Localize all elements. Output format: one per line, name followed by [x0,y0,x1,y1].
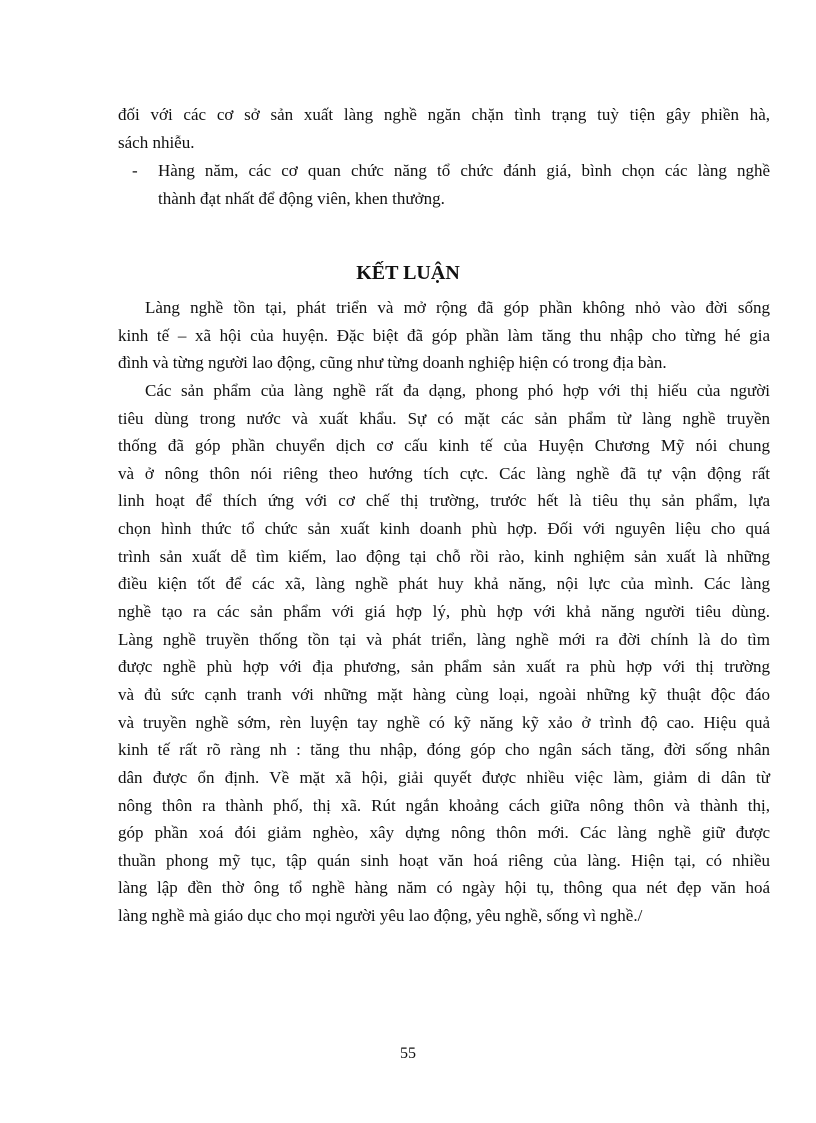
bullet-line: thành đạt nhất để động viên, khen thưởng. [158,189,445,208]
paragraph-line: dân được ổn định. Về mặt xã hội, giải quyết được nhiều việc làm, giảm di dân từ [118,767,770,787]
paragraph-line: nghề tạo ra các sản phẩm với giá hợp lý, phù hợp với khả năng người tiêu dùng. [118,602,770,622]
paragraph-line: và truyền nghề sớm, rèn luyện tay nghề có kỹ năng kỹ xảo ở trình độ cao. Hiệu quả [118,712,770,732]
paragraph-line: chọn hình thức tổ chức sản xuất kinh doanh phù hợp. Đối với nguyên liệu cho quá [118,519,770,539]
text-line: sách nhiễu. [118,133,195,152]
paragraph-line: thống đã góp phần chuyển dịch cơ cấu kinh tế của Huyện Chương Mỹ nói chung [118,436,770,456]
section-heading: KẾT LUẬN [356,262,460,284]
paragraph-line: đình và từng người lao động, cũng như từng doanh nghiệp hiện có trong địa bàn. [118,353,667,373]
text-line: đối với các cơ sở sản xuất làng nghề ngăn chặn tình trạng tuỳ tiện gây phiền hà, [118,105,770,124]
paragraph-line: Làng nghề truyền thống tồn tại và phát triển, làng nghề mới ra đời chính là do tìm [118,629,770,649]
page-number: 55 [400,1045,416,1062]
paragraph-line: thuần phong mỹ tục, tập quán sinh hoạt văn hoá riêng của làng. Hiện tại, có nhiều [118,850,770,870]
bullet-item [118,157,770,213]
paragraph-line: Làng nghề tồn tại, phát triển và mở rộng đã góp phần không nhỏ vào đời sống [145,298,770,317]
paragraph-line: trình sản xuất dễ tìm kiếm, lao động tại chỗ rồi rào, kinh nghiệm sản xuất là những [118,546,770,566]
paragraph-line: tiêu dùng trong nước và xuất khẩu. Sự có mặt các sản phẩm từ làng nghề truyền [118,408,770,428]
paragraph-line: và đủ sức cạnh tranh với những mặt hàng cùng loại, ngoài những kỹ thuật độc đáo [118,684,770,704]
paragraph-line: điều kiện tốt để các xã, làng nghề phát huy khả năng, nội lực của mình. Các làng [118,574,770,594]
paragraph-line: Các sản phẩm của làng nghề rất đa dạng, phong phó hợp với thị hiếu của người [145,380,770,400]
paragraph-line: làng nghề mà giáo dục cho mọi người yêu lao động, yêu nghề, sống vì nghề./ [118,906,643,926]
bullet-line-text: Hàng năm, các cơ quan chức năng tổ chức đánh giá, bình chọn các làng nghề [158,161,770,180]
paragraph-line: được nghề phù hợp với địa phương, sản phẩm sản xuất ra phù hợp với thị trường [118,657,770,677]
top-paragraph [118,101,770,157]
paragraph-line: nông thôn ra thành phố, thị xã. Rút ngắn khoảng cách giữa nông thôn và thành thị, [118,795,770,815]
paragraph-line: góp phần xoá đói giảm nghèo, xây dựng nông thôn mới. Các làng nghề giữ được [118,823,770,843]
bullet-line [118,157,770,185]
paragraph-line: và ở nông thôn nói riêng theo hướng tích cực. Các làng nghề đã tự vận động rất [118,463,770,483]
paragraph-line: kinh tế rất rõ ràng nh : tăng thu nhập, đóng góp cho ngân sách tăng, đời sống nhân [118,740,770,760]
conclusion-body [118,294,770,930]
bullet-marker: - [132,161,138,180]
paragraph-line: làng lập đền thờ ông tổ nghề hàng năm có ngày hội tụ, thông qua nét đẹp văn hoá [118,878,770,898]
paragraph-line: linh hoạt để thích ứng với cơ chế thị trường, trước hết là tiêu thụ sản phẩm, lựa [118,491,770,511]
paragraph-line: kinh tế – xã hội của huyện. Đặc biệt đã góp phần làm tăng thu nhập cho từng hé gia [118,325,770,345]
